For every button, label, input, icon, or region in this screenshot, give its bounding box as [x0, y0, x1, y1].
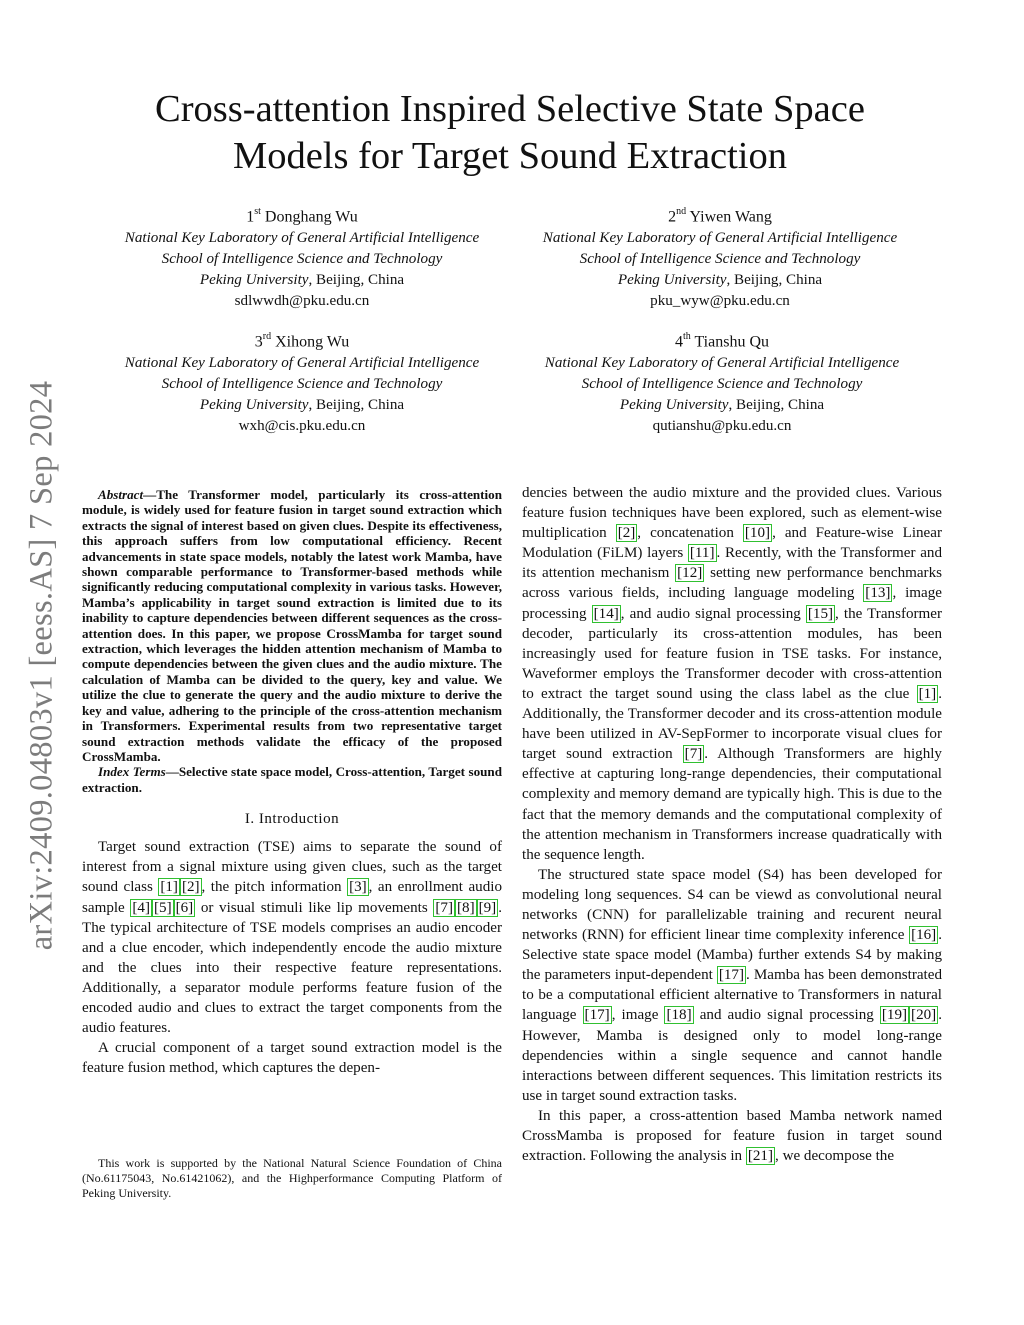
paragraph-text: . Recently, with the Transformer and its attention mechanism — [522, 545, 942, 582]
arxiv-stamp — [22, 355, 62, 975]
paragraph-text: In this paper, a cross-attention based Mamba network named CrossMamba is proposed for feature fusion in target sound extraction. Following the analysis in — [522, 1107, 942, 1165]
author-email: wxh@cis.pku.edu.cn — [238, 417, 366, 434]
abstract-label: Abstract — [98, 487, 144, 502]
citation-link[interactable]: [6] — [175, 899, 194, 916]
footnote — [82, 1156, 502, 1202]
author-name-line: 1st Donghang Wu — [246, 206, 358, 226]
paragraph-text: setting new performance benchmarks across various fields, including language modeling — [522, 565, 943, 602]
citation-link[interactable]: [2] — [181, 879, 200, 896]
citation-link[interactable]: [1] — [918, 685, 937, 702]
citation-link[interactable]: [12] — [677, 565, 703, 582]
title-line-1: Cross-attention Inspired Selective State Space — [155, 88, 865, 130]
paragraph-text: , image — [611, 1007, 665, 1024]
author-affiliation-school: School of Intelligence Science and Technology — [579, 251, 861, 268]
citation-link[interactable]: [4] — [132, 899, 150, 916]
author-university-line: Peking University, Beijing, China — [199, 271, 405, 288]
paragraph-text: and audio signal processing — [693, 1007, 880, 1024]
paragraph-text: . However, Mamba is designed only to model long-range dependencies within a single sequence and cannot handle interactions between different sequences. This limitation restricts its use in target sound extraction tasks. — [522, 1007, 942, 1104]
citation-link[interactable]: [17] — [584, 1007, 610, 1024]
intro-paragraph-3 — [522, 483, 942, 865]
citation-link[interactable]: [9] — [478, 899, 497, 916]
left-column — [82, 487, 502, 1078]
citation-link[interactable]: [10] — [744, 525, 771, 542]
author-affiliation-school: School of Intelligence Science and Technology — [161, 376, 443, 393]
author-university-line: Peking University, Beijing, China — [619, 396, 825, 413]
paragraph-text: or visual stimuli like lip movements — [195, 899, 434, 916]
citation-link[interactable]: [7] — [435, 899, 453, 916]
paragraph-text: . Additionally, the Transformer decoder and its cross-attention module have been utilized in AV-SepFormer to incorporate visual clues for target sound extraction — [522, 685, 942, 763]
footnote-text: This work is supported by the National Natural Science Foundation of China (No.61175043, No.61421062), and the Highperformance Computing Platform of Peking University. — [82, 1156, 502, 1201]
citation-link[interactable]: [8] — [457, 899, 475, 916]
author-affiliation-lab: National Key Laboratory of General Artificial Intelligence — [124, 230, 480, 247]
paragraph-text: Target sound extraction (TSE) aims to separate the sound of interest from a signal mixture using given clues, such as the target sound class — [82, 839, 502, 896]
citation-link[interactable]: [15] — [807, 605, 834, 622]
paragraph-text: A crucial component of a target sound extraction model is the feature fusion method, which captures the depen- — [82, 1040, 502, 1077]
paragraph-text: , and audio signal processing — [620, 605, 806, 622]
citation-link[interactable]: [14] — [593, 605, 619, 622]
author-name-line: 4th Tianshu Qu — [674, 331, 770, 351]
citation-link[interactable]: [16] — [911, 927, 937, 944]
index-terms: Index Terms—Selective state space model, Cross-attention, Target sound extraction. — [82, 764, 502, 795]
citation-link[interactable]: [18] — [666, 1007, 692, 1024]
author-block-1 — [87, 202, 517, 312]
intro-paragraph-4 — [522, 865, 942, 1106]
author-block-2 — [505, 202, 935, 312]
citation-link[interactable]: [3] — [349, 879, 367, 896]
abstract-text: The Transformer model, particularly its cross-attention module, is widely used for feature fusion in target sound extraction which extracts the signal of interest based on given clues. Despite its effectiveness, this approach suffers from low computational efficiency. Recent advancements in state space models, notably the latest work Mamba, have shown comparable performance to Transformer-based methods while significantly reducing computational complexity in various tasks. However, Mamba’s applicability in target sound extraction is limited due to its inability to capture dependencies between different sequences as the cross-attention does. In this paper, we propose CrossMamba for target sound extraction, which leverages the hidden attention mechanism of Mamba to compute dependencies between the given clues and the audio mixture. The calculation of Mamba can be divided to the query, key and value. We utilize the clue to generate the query and the audio mixture to derive the key and value, adhering to the principle of the cross-attention mechanism in Transformers. Experimental results from two representative target sound extraction methods validate the efficacy of the proposed CrossMamba. — [82, 487, 502, 764]
author-name: Yiwen Wang — [689, 208, 772, 226]
author-block-3 — [87, 327, 517, 437]
author-affiliation-school: School of Intelligence Science and Technology — [581, 376, 863, 393]
author-affiliation-lab: National Key Laboratory of General Artificial Intelligence — [544, 355, 900, 372]
paragraph-text: , the Transformer decoder, particularly its cross-attention modules, has been increasingly used for feature fusion in TSE tasks. For instance, Waveformer employs the Transformer decoder with cross-attention to extract the target sound using the class label as the clue — [522, 605, 943, 702]
paragraph-text: . Mamba has been demonstrated to be a computational efficient alternative to Transformers in natural language — [522, 967, 942, 1024]
citation-link[interactable]: [20] — [911, 1007, 937, 1024]
index-terms-text: Selective state space model, Cross-attention, Target sound extraction. — [82, 764, 502, 795]
title-line-2: Models for Target Sound Extraction — [232, 135, 788, 177]
citation-link[interactable]: [1] — [160, 879, 178, 896]
paragraph-text: dencies between the audio mixture and the provided clues. Various feature fusion techniques have been explored, such as element-wise multiplication — [522, 485, 942, 542]
section-heading: I. Introduction — [244, 811, 340, 828]
arxiv-id: arXiv:2409.04803v1 [eess.AS] 7 Sep 2024 — [23, 380, 60, 950]
author-name: Tianshu Qu — [694, 333, 770, 351]
intro-paragraph-2 — [82, 1038, 502, 1078]
citation-link[interactable]: [19] — [881, 1007, 908, 1024]
author-email: sdlwwdh@pku.edu.cn — [234, 292, 370, 309]
paper-title — [110, 86, 910, 180]
paragraph-text: , concatenation — [637, 525, 743, 542]
index-terms-label: Index Terms — [98, 764, 166, 780]
paragraph-text: , image processing — [522, 585, 942, 622]
citation-link[interactable]: [13] — [865, 585, 891, 602]
author-affiliation-lab: National Key Laboratory of General Artificial Intelligence — [542, 230, 898, 247]
citation-link[interactable]: [5] — [154, 899, 172, 916]
citation-link[interactable]: [2] — [617, 525, 636, 542]
author-name: Donghang Wu — [264, 208, 358, 226]
author-affiliation-school: School of Intelligence Science and Technology — [161, 251, 443, 268]
paragraph-text: , we decompose the — [775, 1148, 895, 1165]
paragraph-text: The structured state space model (S4) has been developed for modeling long sequences. S4 can be viewd as convolutional neural networks (CNN) for parallelizable training and recurent neural networks (RNN) for efficient linear time complexity inference — [522, 866, 942, 944]
paragraph-text: , the pitch information — [201, 879, 348, 896]
intro-paragraph-5 — [522, 1106, 942, 1166]
citation-link[interactable]: [17] — [718, 967, 745, 984]
paragraph-text: , and Feature-wise Linear Modulation (FiLM) layers — [522, 525, 942, 562]
paragraph-text: . The typical architecture of TSE models comprises an audio encoder and a clue encoder, which independently encode the audio mixture and the clues into their respective feature representations. Additionally, a separator module performs feature fusion of the encoded audio and clues to extract the target components from the audio features. — [82, 899, 502, 1037]
author-university-line: Peking University, Beijing, China — [199, 396, 405, 413]
author-email: pku_wyw@pku.edu.cn — [650, 292, 790, 309]
right-column — [522, 483, 942, 1166]
author-name: Xihong Wu — [275, 333, 350, 351]
abstract: Abstract—The Transformer model, particularly its cross-attention module, is widely used for feature fusion in target sound extraction which extracts the signal of interest based on given clues. Despite its effectiveness, this approach suffers from low computational efficiency. Recent advancements in state space models, notably the latest work Mamba, have shown comparable performance to Transformer-based methods while significantly reducing computational complexity in various tasks. However, Mamba’s applicability in target sound extraction is limited due to its inability to capture dependencies between different sequences as the cross-attention does. In this paper, we propose CrossMamba for target sound extraction, which leverages the hidden attention mechanism of Mamba to compute dependencies between the given clues and the audio mixture. The calculation of Mamba can be divided to the query, key and value. We utilize the clue to generate the query and the audio mixture to derive the key and value, adhering to the principle of the cross-attention mechanism in Transformers. Experimental results from two representative target sound extraction methods validate the efficacy of the proposed CrossMamba. — [82, 487, 502, 764]
citation-link[interactable]: [21] — [747, 1148, 774, 1165]
author-affiliation-lab: National Key Laboratory of General Artificial Intelligence — [124, 355, 480, 372]
paragraph-text: . Selective state space model (Mamba) further extends S4 by making the parameters input-dependent — [522, 927, 942, 984]
author-name-line: 3rd Xihong Wu — [254, 331, 350, 351]
intro-paragraph-1 — [82, 837, 502, 1038]
author-block-4 — [507, 327, 937, 437]
paragraph-text: . Although Transformers are highly effective at capturing long-range dependencies, their computational complexity and memory demand are typically high. This is due to the fact that the memory demands and the computational complexity of the attention mechanism in Transformers increase quadratically with the sequence length. — [522, 746, 942, 863]
author-email: qutianshu@pku.edu.cn — [652, 417, 792, 434]
citation-link[interactable]: [11] — [689, 545, 715, 562]
author-university-line: Peking University, Beijing, China — [617, 271, 823, 288]
citation-link[interactable]: [7] — [684, 746, 703, 763]
author-name-line: 2nd Yiwen Wang — [668, 206, 772, 226]
paragraph-text: , an enrollment audio sample — [82, 879, 502, 916]
